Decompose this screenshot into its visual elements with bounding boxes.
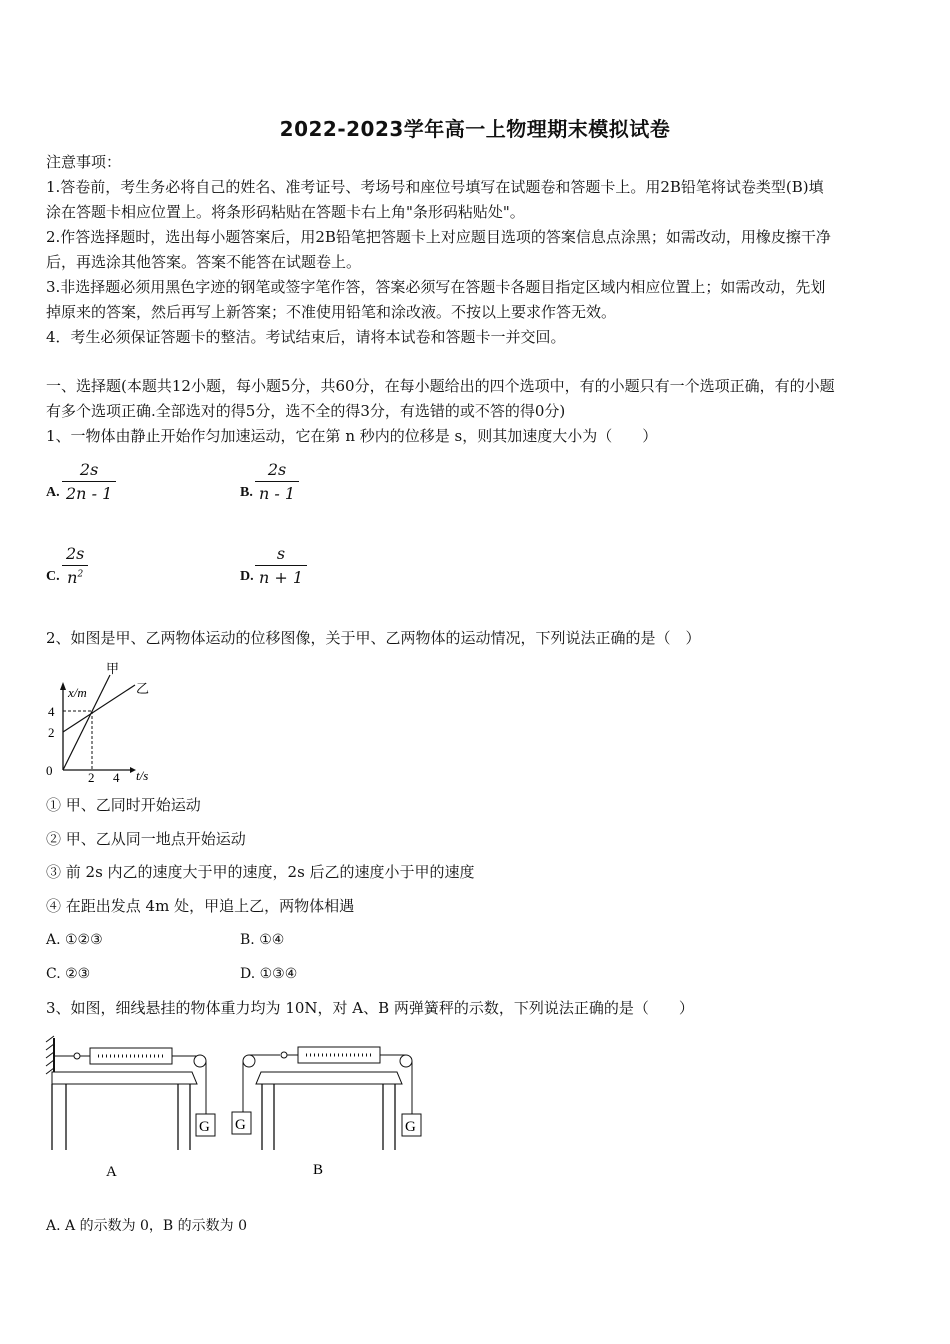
notice-line: 2.作答选择题时，选出每小题答案后，用2B铅笔把答题卡上对应题目选项的答案信息点涂黑；如需改动，用橡皮擦干净: [46, 228, 831, 246]
q2-position-time-graph: [40, 660, 170, 788]
q1-option-a-fraction: [62, 460, 116, 503]
q1-option-b-label: B.: [240, 485, 253, 500]
y-tick-label: 4: [48, 704, 55, 719]
notice-line: 1.答卷前，考生务必将自己的姓名、准考证号、考场号和座位号填写在试题卷和答题卡上。用2B铅笔将试卷类型(B)填: [46, 178, 824, 196]
wall-hatch: [46, 1060, 54, 1066]
q1-option-b-fraction: [255, 460, 299, 503]
hook: [74, 1053, 80, 1059]
notice-line: 后，再选涂其他答案。答案不能答在试题卷上。: [46, 253, 362, 271]
setup-a: [46, 1036, 215, 1180]
fraction-bar: [62, 481, 116, 482]
fraction-denominator: 2n - 1: [66, 484, 113, 503]
page-title: 2022-2023学年高一上物理期末模拟试卷: [279, 117, 671, 141]
x-axis-label: t/s: [136, 768, 149, 783]
q2-option-b: B. ①④: [240, 932, 285, 948]
line-label-yi: 乙: [136, 681, 150, 696]
weight-label: G: [405, 1119, 416, 1135]
q2-statement: ④ 在距出发点 4m 处，甲追上乙，两物体相遇: [46, 897, 355, 915]
pulley: [400, 1055, 412, 1067]
notice-heading: 注意事项：: [46, 153, 122, 171]
weight-label: G: [199, 1119, 210, 1135]
y-axis-label: x/m: [68, 685, 87, 700]
table-top: [52, 1072, 197, 1084]
line-label-jia: 甲: [106, 661, 120, 676]
fraction-numerator: 2s: [79, 460, 99, 479]
notice-line: 3.非选择题必须用黑色字迹的钢笔或签字笔作答，答案必须写在答题卡各题目指定区域内相应位置上；如需改动，先划: [46, 278, 826, 296]
weight-label: G: [235, 1117, 246, 1133]
section-heading-line: 一、选择题(本题共12小题，每小题5分，共60分，在每小题给出的四个选项中，有的小题只有一个选项正确，有的小题: [46, 377, 835, 395]
setup-b-label: B: [313, 1162, 324, 1178]
fraction-denominator: n + 1: [259, 568, 304, 587]
origin-label: 0: [46, 763, 53, 778]
fraction-denominator-exponent: 2: [77, 569, 84, 580]
q3-option-a: A. A 的示数为 0，B 的示数为 0: [46, 1218, 248, 1234]
section-heading-line: 有多个选项正确.全部选对的得5分，选不全的得3分，有选错的或不答的得0分): [46, 402, 566, 420]
fraction-numerator: 2s: [66, 544, 85, 563]
notice-line: 掉原来的答案，然后再写上新答案；不准使用铅笔和涂改液。不按以上要求作答无效。: [46, 303, 617, 321]
q2-statement: ① 甲、乙同时开始运动: [46, 796, 201, 814]
fraction-bar: [62, 565, 88, 566]
pulley: [194, 1055, 206, 1067]
q2-option-a: A. ①②③: [46, 932, 103, 948]
wall-hatch: [46, 1052, 54, 1058]
pulley: [243, 1055, 255, 1067]
q2-statement: ③ 前 2s 内乙的速度大于甲的速度，2s 后乙的速度小于甲的速度: [46, 863, 475, 881]
x-tick-label: 2: [88, 770, 95, 785]
q2-stem: 2、如图是甲、乙两物体运动的位移图像，关于甲、乙两物体的运动情况，下列说法正确的是（ ）: [46, 629, 701, 647]
q1-option-d-fraction: [255, 544, 307, 587]
fraction-denominator-base: n: [67, 568, 78, 587]
notice-line: 4．考生必须保证答题卡的整洁。考试结束后，请将本试卷和答题卡一并交回。: [46, 328, 566, 346]
fraction-numerator: s: [276, 544, 286, 563]
q3-spring-scale-figure: [40, 1030, 440, 1190]
q2-option-d: D. ①③④: [240, 966, 298, 982]
notice-line: 涂在答题卡相应位置上。将条形码粘贴在答题卡右上角"条形码粘贴处"。: [46, 203, 525, 221]
q2-statement: ② 甲、乙从同一地点开始运动: [46, 830, 246, 848]
q3-stem: 3、如图，细线悬挂的物体重力均为 10N，对 A、B 两弹簧秤的示数，下列说法正确的是（ ）: [46, 999, 694, 1017]
y-axis-arrow: [60, 682, 66, 690]
fraction-denominator: n - 1: [259, 484, 296, 503]
q1-option-c-fraction: [62, 544, 88, 587]
wall-hatch: [46, 1036, 54, 1042]
q1-option-a-label: A.: [46, 485, 60, 500]
q1-option-c-label: C.: [46, 569, 60, 584]
fraction-bar: [255, 565, 307, 566]
table-top: [256, 1072, 402, 1084]
x-tick-label: 4: [113, 770, 120, 785]
y-tick-label: 2: [48, 725, 55, 740]
wall-hatch: [46, 1044, 54, 1050]
hook: [281, 1052, 287, 1058]
fraction-denominator: [62, 568, 88, 587]
fraction-bar: [255, 481, 299, 482]
q1-option-d-label: D.: [240, 569, 254, 584]
fraction-numerator: 2s: [267, 460, 287, 479]
q2-option-c: C. ②③: [46, 966, 91, 982]
q1-stem: 1、一物体由静止开始作匀加速运动，它在第 n 秒内的位移是 s，则其加速度大小为（ ）: [46, 427, 658, 445]
setup-b: [232, 1047, 421, 1178]
setup-a-label: A: [106, 1164, 117, 1180]
